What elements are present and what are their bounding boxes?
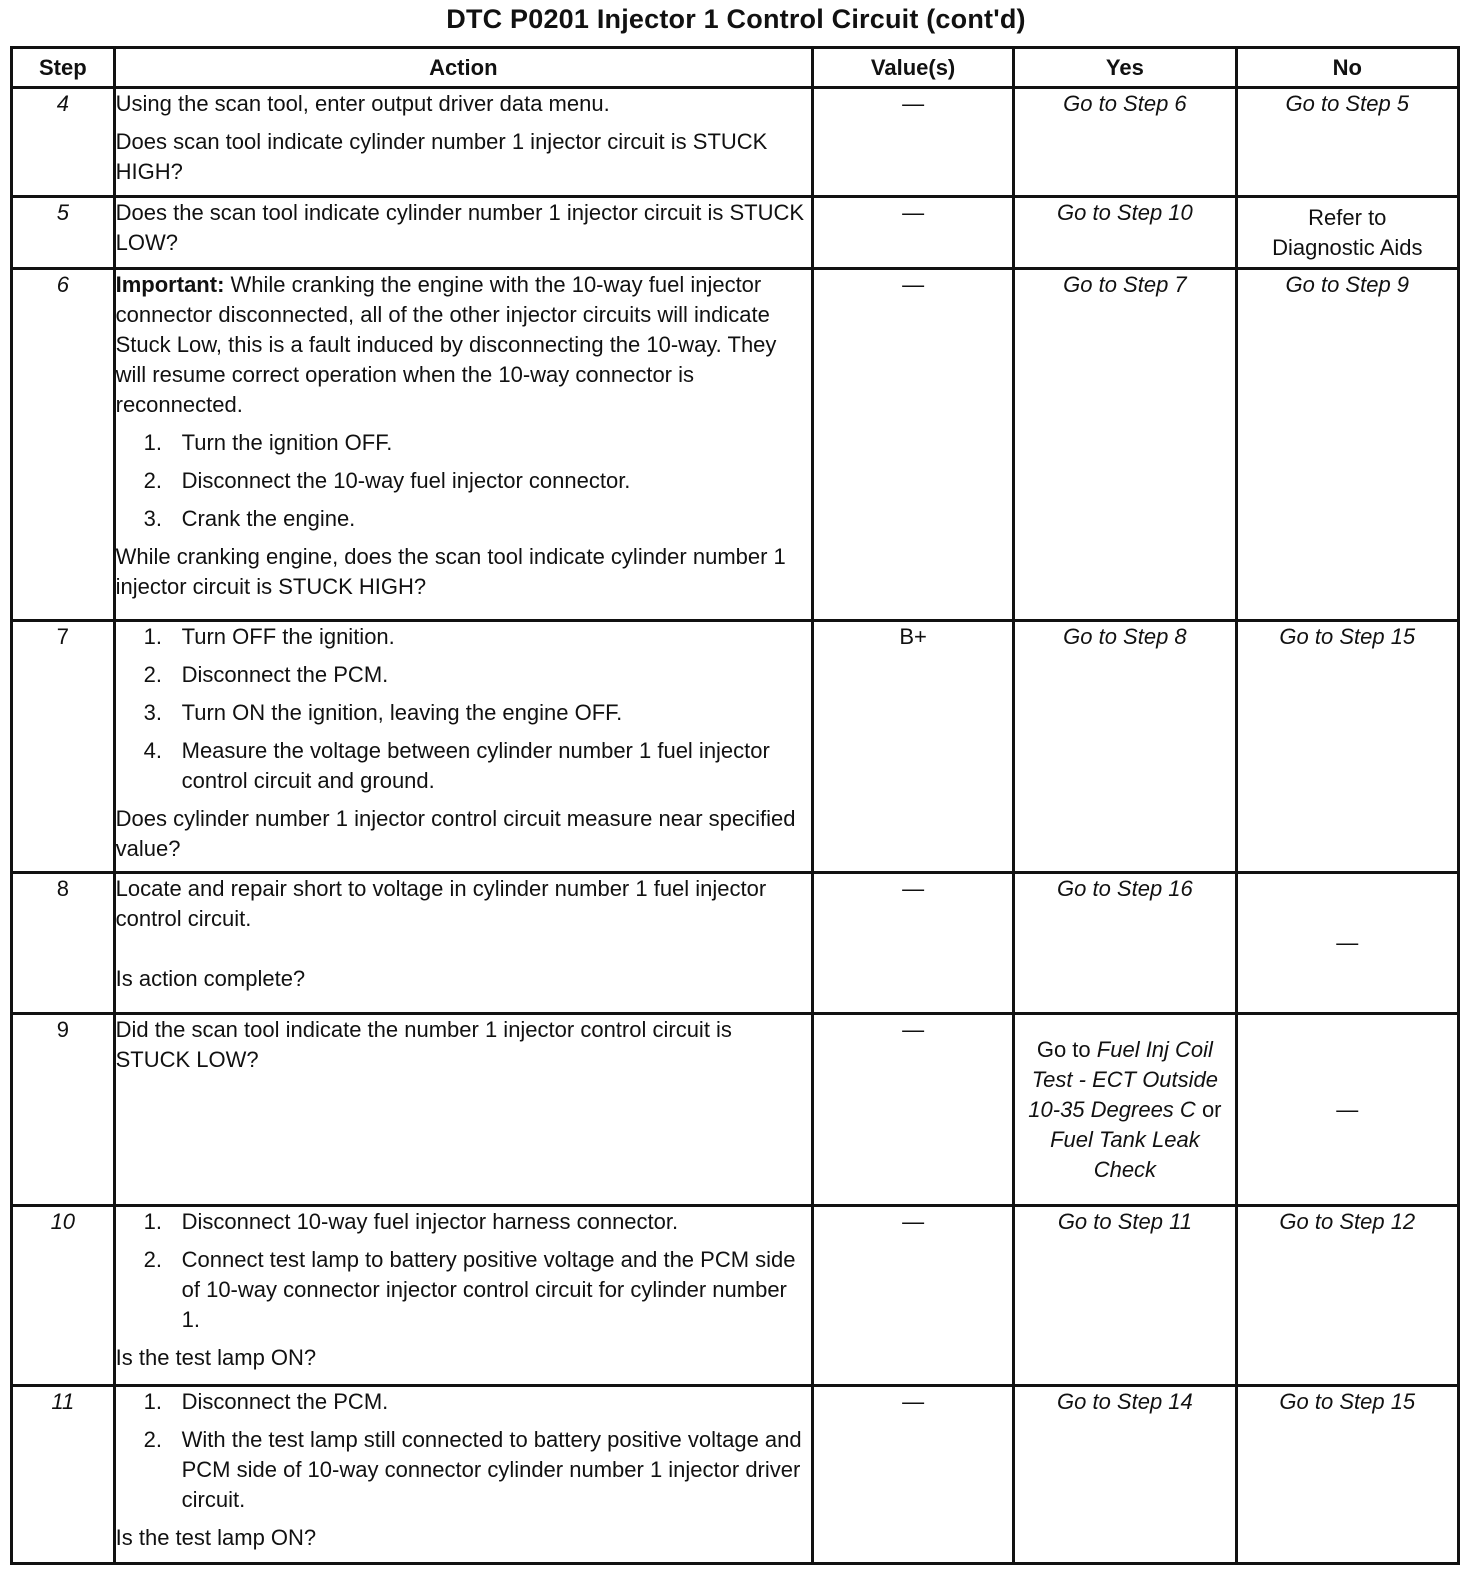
header-value: Value(s) — [812, 48, 1013, 88]
instruction-list — [116, 622, 811, 796]
table-row — [12, 873, 1459, 1014]
step-number: 10 — [12, 1206, 115, 1386]
list-item-text: Turn the ignition OFF. — [181, 430, 393, 455]
action-question: While cranking engine, does the scan tool indicate cylinder number 1 injector circuit is STUCK HIGH? — [115, 544, 786, 599]
action-cell — [114, 269, 812, 621]
list-item: 2. Disconnect the PCM. — [143, 662, 389, 687]
action-question: Does the scan tool indicate cylinder number 1 injector circuit is STUCK LOW? — [115, 200, 805, 255]
list-item: 2. Disconnect the 10-way fuel injector connector. — [143, 468, 631, 493]
step-number: 5 — [12, 197, 115, 269]
important-text: While cranking the engine with the 10-way fuel injector connector disconnected, all of the other injector circuits will indicate Stuck Low, this is a fault induced by disconnecting the 10-way. They will resume correct operation when the 10-way connector is reconnected. — [115, 272, 777, 417]
no-cell: — — [1236, 873, 1458, 1014]
step-number: 9 — [12, 1014, 115, 1206]
header-step: Step — [12, 48, 115, 88]
action-text: Locate and repair short to voltage in cylinder number 1 fuel injector control circuit. — [115, 876, 767, 931]
list-item: 3. Turn ON the ignition, leaving the engine OFF. — [143, 700, 623, 725]
list-item-text: Turn ON the ignition, leaving the engine OFF. — [181, 700, 623, 725]
value-cell: — — [812, 1206, 1013, 1386]
list-item-text: Disconnect 10-way fuel injector harness connector. — [181, 1209, 679, 1234]
list-item: 2. With the test lamp still connected to battery positive voltage and PCM side of 10-way connector cylinder number 1 injector driver circuit. — [143, 1427, 802, 1512]
action-question: Does cylinder number 1 injector control circuit measure near specified value? — [115, 806, 796, 861]
list-item: 1. Disconnect 10-way fuel injector harness connector. — [143, 1209, 679, 1234]
value-cell: — — [812, 1014, 1013, 1206]
table-row — [12, 197, 1459, 269]
value-cell: — — [812, 88, 1013, 197]
action-question: Is the test lamp ON? — [115, 1525, 317, 1550]
yes-cell: Go to Step 6 — [1014, 88, 1236, 197]
list-item: 4. Measure the voltage between cylinder number 1 fuel injector control circuit and ground. — [143, 738, 770, 793]
fuel-tank-leak-check-link[interactable]: Fuel Tank Leak Check — [1050, 1126, 1200, 1182]
step-number: 7 — [12, 621, 115, 873]
important-label: Important: — [115, 272, 225, 297]
table-row — [12, 621, 1459, 873]
value-cell: — — [812, 873, 1013, 1014]
instruction-list — [116, 1207, 811, 1335]
action-question: Did the scan tool indicate the number 1 injector control circuit is STUCK LOW? — [115, 1017, 732, 1072]
no-text-line: Refer to — [1308, 204, 1387, 230]
list-item-text: Turn OFF the ignition. — [181, 624, 395, 649]
yes-or-text: or — [1201, 1096, 1222, 1122]
value-cell: — — [812, 1386, 1013, 1564]
step-number: 11 — [12, 1386, 115, 1564]
value-cell: — — [812, 269, 1013, 621]
list-item-text: Connect test lamp to battery positive voltage and the PCM side of 10-way connector injector control circuit for cylinder number 1. — [181, 1247, 796, 1332]
no-cell: — — [1236, 1014, 1458, 1206]
action-text: Using the scan tool, enter output driver data menu. — [115, 91, 610, 116]
list-item: 3. Crank the engine. — [143, 506, 356, 531]
no-cell: Go to Step 9 — [1236, 269, 1458, 621]
list-item: 1. Disconnect the PCM. — [143, 1389, 389, 1414]
yes-cell: Go to Step 11 — [1014, 1206, 1236, 1386]
yes-cell — [1014, 1014, 1236, 1206]
header-no: No — [1236, 48, 1458, 88]
list-item: 1. Turn the ignition OFF. — [143, 430, 393, 455]
yes-cell: Go to Step 14 — [1014, 1386, 1236, 1564]
action-question: Does scan tool indicate cylinder number 1 injector circuit is STUCK HIGH? — [115, 129, 768, 184]
instruction-list — [116, 428, 811, 534]
step-number: 6 — [12, 269, 115, 621]
header-action: Action — [114, 48, 812, 88]
action-cell — [114, 1386, 812, 1564]
list-item-text: Crank the engine. — [181, 506, 356, 531]
table-row — [12, 269, 1459, 621]
yes-cell: Go to Step 16 — [1014, 873, 1236, 1014]
action-question: Is action complete? — [115, 966, 306, 991]
no-cell — [1236, 197, 1458, 269]
list-item-text: With the test lamp still connected to battery positive voltage and PCM side of 10-way connector cylinder number 1 injector driver circuit. — [181, 1427, 802, 1512]
important-note — [116, 270, 811, 420]
action-question: Is the test lamp ON? — [115, 1345, 317, 1370]
yes-cell: Go to Step 7 — [1014, 269, 1236, 621]
list-item: 2. Connect test lamp to battery positive voltage and the PCM side of 10-way connector injector control circuit for cylinder number 1. — [143, 1247, 796, 1332]
header-yes: Yes — [1014, 48, 1236, 88]
table-row — [12, 1014, 1459, 1206]
diagnostic-table — [10, 46, 1460, 1565]
action-cell — [114, 873, 812, 1014]
no-cell: Go to Step 5 — [1236, 88, 1458, 197]
action-cell — [114, 1014, 812, 1206]
list-item-text: Disconnect the PCM. — [181, 662, 389, 687]
table-row — [12, 88, 1459, 197]
list-item-text: Disconnect the PCM. — [181, 1389, 389, 1414]
table-row — [12, 1206, 1459, 1386]
yes-cell: Go to Step 8 — [1014, 621, 1236, 873]
value-cell: — — [812, 197, 1013, 269]
page-title: DTC P0201 Injector 1 Control Circuit (cont'd) — [446, 4, 1026, 34]
list-item-text: Disconnect the 10-way fuel injector connector. — [181, 468, 631, 493]
yes-cell: Go to Step 10 — [1014, 197, 1236, 269]
step-number: 4 — [12, 88, 115, 197]
header-row — [12, 48, 1459, 88]
yes-goto-text: Go to — [1036, 1036, 1091, 1062]
action-cell — [114, 621, 812, 873]
no-cell: Go to Step 12 — [1236, 1206, 1458, 1386]
no-cell: Go to Step 15 — [1236, 621, 1458, 873]
fuel-inj-coil-test-link[interactable]: Fuel Inj Coil Test - ECT Outside 10-35 Degrees C — [1028, 1036, 1219, 1122]
step-number: 8 — [12, 873, 115, 1014]
list-item: 1. Turn OFF the ignition. — [143, 624, 395, 649]
instruction-list — [116, 1387, 811, 1515]
list-item-text: Measure the voltage between cylinder number 1 fuel injector control circuit and ground. — [181, 738, 770, 793]
value-cell: B+ — [812, 621, 1013, 873]
table-row — [12, 1386, 1459, 1564]
action-cell — [114, 197, 812, 269]
no-text-line: Diagnostic Aids — [1272, 234, 1423, 260]
action-cell — [114, 88, 812, 197]
no-cell: Go to Step 15 — [1236, 1386, 1458, 1564]
action-cell — [114, 1206, 812, 1386]
